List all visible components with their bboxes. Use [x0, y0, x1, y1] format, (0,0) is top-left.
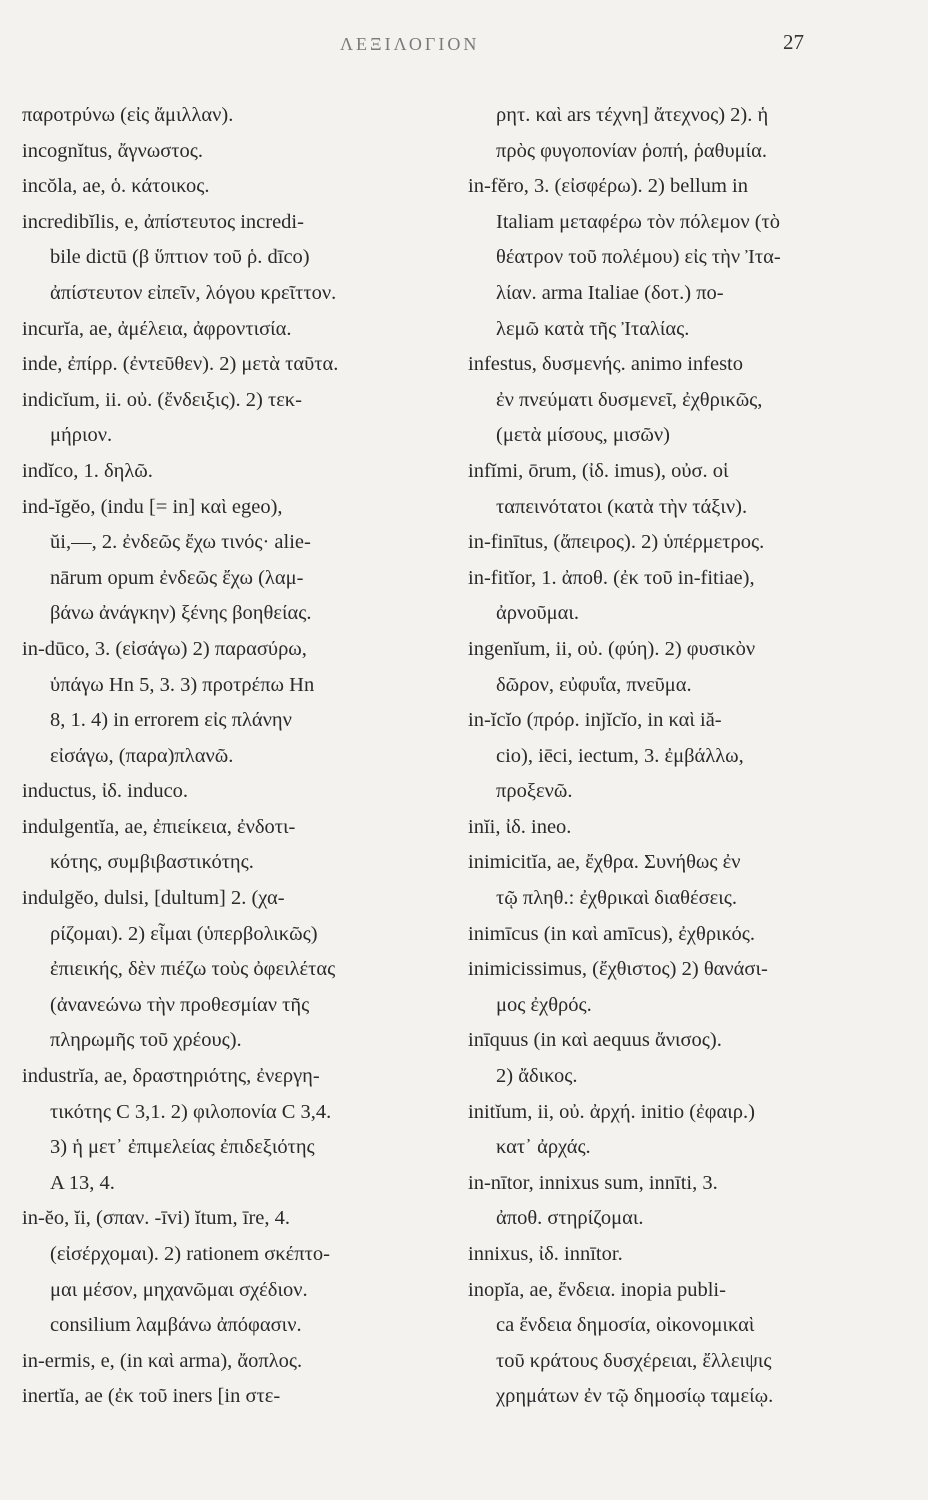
dictionary-line: nārum opum ἐνδεῶς ἔχω (λαμ-	[50, 566, 304, 589]
right-column	[468, 98, 898, 1415]
dictionary-line: cio), iēci, iectum, 3. ἐμβάλλω,	[496, 744, 744, 767]
dictionary-line: μαι μέσον, μηχανῶμαι σχέδιον.	[50, 1278, 308, 1301]
dictionary-line: τῷ πληθ.: ἐχθρικαὶ διαθέσεις.	[496, 887, 738, 910]
left-column	[22, 98, 442, 1415]
dictionary-line: λεμῶ κατὰ τῆς Ἰταλίας.	[496, 317, 690, 340]
dictionary-line: bile dictū (β ὕπτιον τοῦ ῥ. dīco)	[50, 246, 310, 269]
dictionary-line: ρητ. καὶ ars τέχνη] ἄτεχνος) 2). ἡ	[496, 104, 769, 126]
dictionary-line: inimicitĭa, ae, ἔχθρα. Συνήθως ἐν	[468, 851, 741, 874]
dictionary-line: ŭi,—, 2. ἐνδεῶς ἔχω τινός· alie-	[50, 531, 311, 554]
dictionary-line: ingenĭum, ii, οὐ. (φύη). 2) φυσικὸν	[468, 637, 756, 660]
dictionary-line: innixus, ἰδ. innītor.	[468, 1243, 623, 1265]
dictionary-line: consilium λαμβάνω ἀπόφασιν.	[50, 1314, 302, 1337]
dictionary-line: μος ἐχθρός.	[496, 993, 592, 1016]
page-header-title: ΛΕΞΙΛΟΓΙΟΝ	[340, 34, 480, 54]
dictionary-line: A 13, 4.	[50, 1171, 115, 1194]
dictionary-line: τοῦ κράτους δυσχέρειαι, ἔλλειψις	[496, 1349, 772, 1372]
dictionary-line: ἀρνοῦμαι.	[496, 602, 580, 625]
dictionary-line: ind-ĭgĕo, (indu [= in] καὶ egeo),	[22, 495, 283, 518]
dictionary-line: in-ermis, e, (in καὶ arma), ἄοπλος.	[22, 1349, 303, 1372]
dictionary-line: in-fĕro, 3. (εἰσφέρω). 2) bellum in	[468, 175, 748, 198]
dictionary-line: 3) ἡ μετ᾽ ἐπιμελείας ἐπιδεξιότης	[50, 1136, 315, 1159]
dictionary-line: indulgentĭa, ae, ἐπιείκεια, ἐνδοτι-	[22, 815, 296, 838]
dictionary-line: incŏla, ae, ὁ. κάτοικος.	[22, 175, 210, 198]
dictionary-line: inīquus (in καὶ aequus ἄνισος).	[468, 1029, 722, 1052]
dictionary-line: ἐν πνεύματι δυσμενεῖ, ἐχθρικῶς,	[496, 388, 763, 411]
dictionary-line: incurĭa, ae, ἀμέλεια, ἀφροντισία.	[22, 317, 292, 340]
dictionary-line: κατ᾽ ἀρχάς.	[496, 1136, 591, 1159]
dictionary-line: in-ĭcĭo (πρόρ. injĭcĭo, in καὶ iă-	[468, 709, 722, 732]
dictionary-line: κότης, συμβιβαστικότης.	[50, 851, 254, 874]
dictionary-line: inimicissimus, (ἔχθιστος) 2) θανάσι-	[468, 958, 768, 981]
dictionary-line: inductus, ἰδ. induco.	[22, 780, 189, 803]
dictionary-line: inertĭa, ae (ἐκ τοῦ iners [in στε-	[22, 1385, 281, 1408]
dictionary-line: in-nītor, innixus sum, innīti, 3.	[468, 1171, 718, 1194]
dictionary-line: inde, ἐπίρρ. (ἐντεῦθεν). 2) μετὰ ταῦτα.	[22, 353, 339, 376]
dictionary-line: ca ἔνδεια δημοσία, οἰκονομικαὶ	[496, 1314, 755, 1337]
dictionary-line: 8, 1. 4) in errorem εἰς πλάνην	[50, 709, 292, 732]
page-number: 27	[783, 30, 804, 54]
dictionary-line: indĭco, 1. δηλῶ.	[22, 459, 153, 482]
dictionary-line: ἐπιεικής, δὲν πιέζω τοὺς ὀφειλέτας	[50, 958, 336, 981]
dictionary-line: inĭi, ἰδ. ineo.	[468, 815, 572, 838]
dictionary-line: ταπεινότατοι (κατὰ τὴν τάξιν).	[496, 495, 748, 518]
dictionary-line: θέατρον τοῦ πολέμου) εἰς τὴν Ἰτα-	[496, 246, 781, 269]
dictionary-line: πρὸς φυγοπονίαν ῥοπή, ῥαθυμία.	[496, 139, 767, 162]
dictionary-line: πληρωμῆς τοῦ χρέους).	[50, 1029, 242, 1052]
dictionary-line: ἀπίστευτον εἰπεῖν, λόγου κρεῖττον.	[50, 281, 337, 304]
dictionary-line: μήριον.	[50, 424, 113, 447]
dictionary-line: (μετὰ μίσους, μισῶν)	[496, 424, 670, 447]
dictionary-line: ρίζομαι). 2) εἶμαι (ὑπερβολικῶς)	[50, 922, 318, 945]
dictionary-line: χρημάτων ἐν τῷ δημοσίῳ ταμείῳ.	[496, 1385, 774, 1408]
dictionary-line: λίαν. arma Italiae (δοτ.) πο-	[496, 281, 724, 304]
dictionary-line: inopĭa, ae, ἔνδεια. inopia publi-	[468, 1278, 726, 1301]
dictionary-line: in-ĕo, ĭi, (σπαν. -īvi) ĭtum, īre, 4.	[22, 1207, 291, 1230]
dictionary-line: indicĭum, ii. οὐ. (ἔνδειξις). 2) τεκ-	[22, 388, 302, 411]
dictionary-line: 2) ἄδικος.	[496, 1065, 578, 1088]
dictionary-line: Italiam μεταφέρω τὸν πόλεμον (τὸ	[496, 210, 781, 233]
dictionary-line: προξενῶ.	[496, 780, 573, 803]
dictionary-line: ὑπάγω Hn 5, 3. 3) προτρέπω Hn	[50, 673, 315, 696]
dictionary-line: industrĭa, ae, δραστηριότης, ἐνεργη-	[22, 1065, 320, 1088]
dictionary-line: indulgĕo, dulsi, [dultum] 2. (χα-	[22, 887, 285, 910]
dictionary-line: inimīcus (in καὶ amīcus), ἐχθρικός.	[468, 922, 755, 945]
dictionary-line: παροτρύνω (εἰς ἄμιλλαν).	[22, 104, 234, 126]
running-head	[0, 30, 928, 60]
dictionary-line: infĭmi, ōrum, (ἰδ. imus), οὐσ. οἱ	[468, 459, 729, 482]
dictionary-line: incognĭtus, ἄγνωστος.	[22, 139, 204, 162]
dictionary-line: initĭum, ii, οὐ. ἀρχή. initio (ἐφαιρ.)	[468, 1100, 755, 1123]
dictionary-line: (ἀνανεώνω τὴν προθεσμίαν τῆς	[50, 993, 310, 1016]
dictionary-line: in-fitĭor, 1. ἀποθ. (ἐκ τοῦ in-fitiae),	[468, 566, 755, 589]
dictionary-line: ἀποθ. στηρίζομαι.	[496, 1207, 644, 1230]
dictionary-line: τικότης C 3,1. 2) φιλοπονία C 3,4.	[50, 1100, 332, 1123]
dictionary-line: βάνω ἀνάγκην) ξένης βοηθείας.	[50, 602, 312, 625]
dictionary-line: (εἰσέρχομαι). 2) rationem σκέπτο-	[50, 1243, 330, 1265]
dictionary-line: δῶρον, εὐφυΐα, πνεῦμα.	[496, 673, 692, 696]
dictionary-line: in-finītus, (ἄπειρος). 2) ὑπέρμετρος.	[468, 531, 765, 554]
dictionary-line: in-dūco, 3. (εἰσάγω) 2) παρασύρω,	[22, 637, 307, 660]
dictionary-line: εἰσάγω, (παρα)πλανῶ.	[50, 744, 234, 767]
dictionary-line: incredibĭlis, e, ἀπίστευτος incredi-	[22, 210, 304, 233]
dictionary-line: infestus, δυσμενής. animo infesto	[468, 353, 743, 376]
